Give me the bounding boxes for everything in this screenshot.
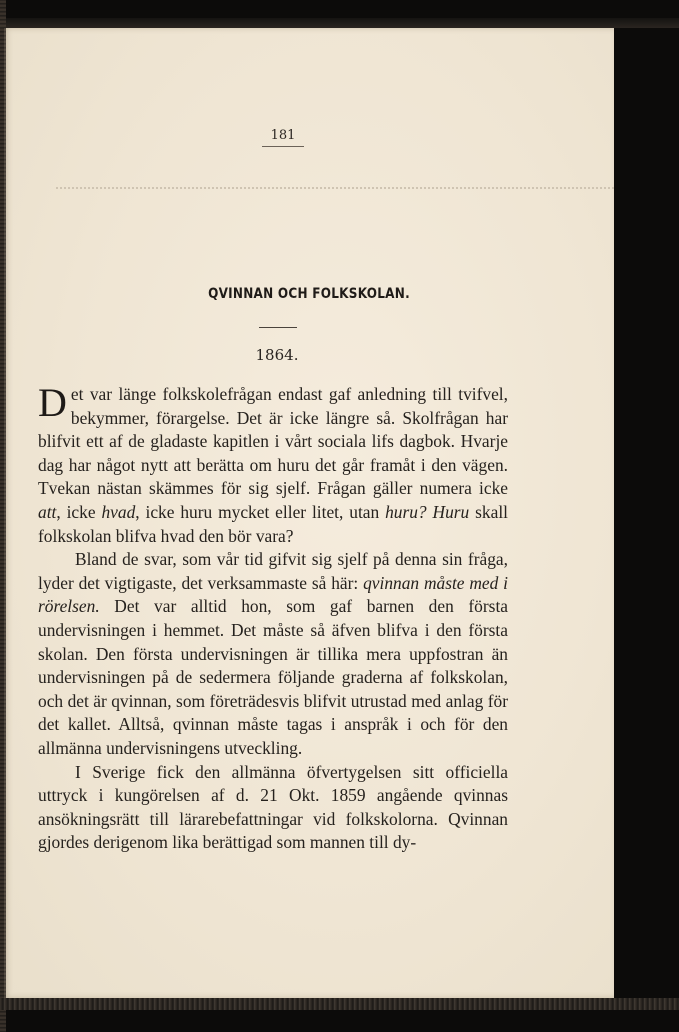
- paper-page: [4, 28, 614, 998]
- paragraph-2: [38, 548, 508, 760]
- p1-sentence: Tvekan nästan skämmes för sig sjelf.: [38, 478, 311, 499]
- p1-sentence: , icke huru mycket eller litet, utan: [135, 501, 386, 522]
- p1-italic-huru: huru?: [385, 501, 427, 522]
- dotted-rule: [56, 187, 614, 189]
- p1-italic-huru-cap: Huru: [432, 501, 470, 522]
- p3-sentence: Qvinnan gjordes derigenom lika berättigad som mannen till dy-: [38, 808, 508, 853]
- p1-sentence: Det är icke längre så.: [229, 407, 396, 428]
- chapter-title: QVINNAN OCH FOLKSKOLAN.: [208, 286, 410, 302]
- drop-cap: D: [38, 380, 67, 425]
- p1-sentence: Frågan gäller numera icke: [310, 478, 508, 499]
- p1-sentence: et var länge folkskolefrågan endast gaf anledning till tvifvel, bekymmer, förargelse.: [70, 384, 508, 428]
- p3-sentence: I Sverige fick den allmänna öfvertygelsen sitt officiella uttryck i kungörelsen af d. 21 Okt. 1859 angående qvinnas ansökningsrätt till lärarebefattningar vid folkskolorna.: [38, 761, 508, 829]
- p2-sentence: Det måste så äfven blifva i den första skolan.: [38, 619, 508, 664]
- book-binding-edge: [0, 0, 6, 1032]
- p1-sentence: skall folkskolan blifva hvad den bör vara?: [38, 501, 508, 546]
- p2-sentence: Bland de svar, som vår tid gifvit sig sjelf på denna sin fråga, lyder det vigtigaste, det verksammaste så här:: [38, 549, 508, 593]
- title-divider: [259, 327, 297, 328]
- p1-italic-hvad: hvad: [101, 501, 136, 522]
- p1-sentence: Skolfrågan har blifvit ett af de gladaste kapitlen i vårt sociala lifs dagbok.: [38, 407, 508, 452]
- p1-italic-att: att: [38, 501, 57, 522]
- p2-sentence: Alltså, qvinnan måste tagas i anspråk i och för den allmänna undervisningens utveckling.: [38, 714, 508, 758]
- page-number: 181: [262, 128, 304, 147]
- top-dark-edge: [0, 18, 679, 28]
- p2-italic-qvinnan: qvinnan måste med i rörelsen.: [38, 572, 509, 617]
- body-text: [38, 380, 509, 855]
- p2-sentence: Det var alltid hon, som gaf barnen den första undervisningen i hemmet.: [38, 596, 508, 640]
- p2-sentence: Den första undervisningen är tillika mera uppfostran än undervisningen på de sedermera följande graderna af folkskolan, och det är qvinnan, som företrädesvis blifvit utrustad med anlag för det kallet.: [38, 643, 508, 735]
- bottom-dark-edge: [0, 998, 679, 1010]
- paragraph-1: [38, 380, 508, 548]
- year-heading: 1864.: [255, 346, 299, 364]
- p1-sentence: Hvarje dag har något nytt att berätta om huru det går framåt i den vägen.: [38, 431, 508, 475]
- p1-sentence: , icke: [56, 501, 102, 522]
- paragraph-3: [38, 761, 508, 855]
